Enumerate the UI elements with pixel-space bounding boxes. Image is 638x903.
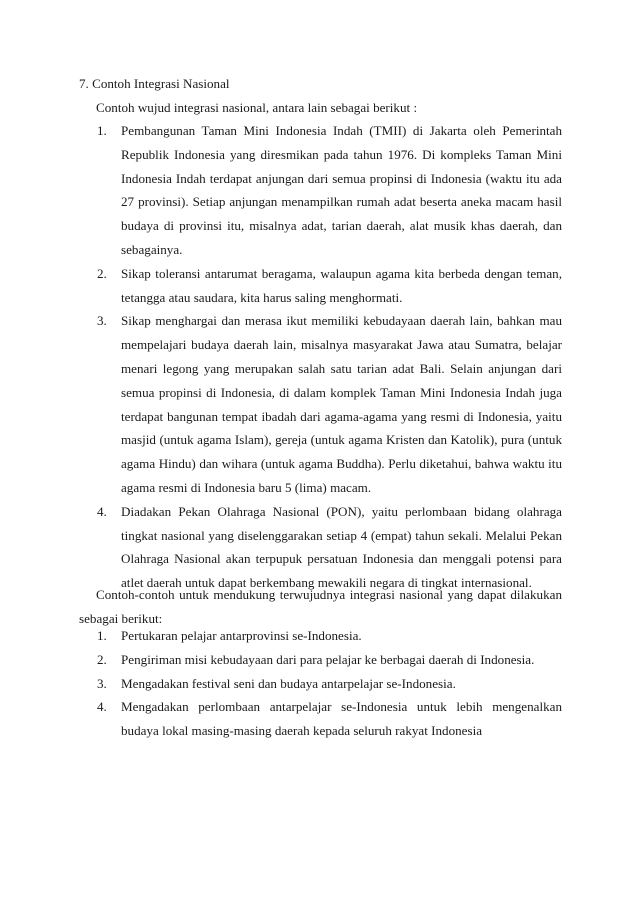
list-item-text: Mengadakan festival seni dan budaya antarpelajar se-Indonesia. xyxy=(121,675,456,691)
list-item-number: 1. xyxy=(97,628,107,643)
list-item-number: 2. xyxy=(97,651,107,667)
list-item xyxy=(97,648,562,672)
support-list xyxy=(97,624,562,743)
support-intro-paragraph: Contoh-contoh untuk mendukung terwujudnya integrasi nasional yang dapat dilakukan sebagai berikut: xyxy=(79,587,562,626)
list-item-number: 4. xyxy=(97,503,107,519)
list-item-text: Pertukaran pelajar antarprovinsi se-Indonesia. xyxy=(121,628,362,643)
list-item xyxy=(97,500,562,595)
section-heading: 7. Contoh Integrasi Nasional xyxy=(79,76,230,91)
list-item xyxy=(97,695,562,743)
list-item-text: Sikap menghargai dan merasa ikut memiliki kebudayaan daerah lain, bahkan mau mempelajari budaya daerah lain, misalnya masyarakat Jawa atau Sumatra, belajar menari legong yang merupakan salah satu tarian adat Bali. Selain anjungan dari semua propinsi di Indonesia, di dalam komplek Taman Mini Indonesia Indah juga terdapat bangunan tempat ibadah dari agama-agama yang resmi di Indonesia, yaitu masjid (untuk agama Islam), gereja (untuk agama Kristen dan Katolik), pura (untuk agama Hindu) dan wihara (untuk agama Buddha). Perlu diketahui, bahwa waktu itu agama resmi di Indonesia baru 5 (lima) macam. xyxy=(121,313,562,495)
section-intro: Contoh wujud integrasi nasional, antara lain sebagai berikut : xyxy=(96,100,418,115)
list-item xyxy=(97,672,562,696)
list-item-number: 2. xyxy=(97,265,107,281)
list-item-number: 3. xyxy=(97,313,107,329)
list-item-number: 4. xyxy=(97,699,107,715)
list-item xyxy=(97,309,562,499)
list-item xyxy=(97,624,562,648)
list-item-number: 3. xyxy=(97,675,107,691)
list-item-text: Sikap toleransi antarumat beragama, walaupun agama kita berbeda dengan teman, tetangga atau saudara, kita harus saling menghormati. xyxy=(121,265,562,305)
list-item xyxy=(97,119,562,262)
examples-list xyxy=(97,119,562,595)
list-item-text: Pembangunan Taman Mini Indonesia Indah (TMII) di Jakarta oleh Pemerintah Republik Indonesia yang diresmikan pada tahun 1976. Di kompleks Taman Mini Indonesia Indah terdapat anjungan dari semua propinsi di Indonesia (waktu itu ada 27 provinsi). Setiap anjungan menampilkan rumah adat beserta aneka macam hasil budaya di provinsi itu, misalnya adat, tarian daerah, alat musik khas daerah, dan sebagainya. xyxy=(121,123,562,257)
list-item-text: Mengadakan perlombaan antarpelajar se-Indonesia untuk lebih mengenalkan budaya lokal masing-masing daerah kepada seluruh rakyat Indonesia xyxy=(121,699,562,739)
list-item-text: Diadakan Pekan Olahraga Nasional (PON), yaitu perlombaan bidang olahraga tingkat nasional yang diselenggarakan setiap 4 (empat) tahun sekali. Melalui Pekan Olahraga Nasional akan terpupuk persatuan Indonesia dan menggali potensi para atlet daerah untuk dapat berkembang mewakili negara di tingkat internasional. xyxy=(121,503,562,591)
list-item xyxy=(97,262,562,310)
list-item-number: 1. xyxy=(97,123,107,138)
list-item-text: Pengiriman misi kebudayaan dari para pelajar ke berbagai daerah di Indonesia. xyxy=(121,651,535,667)
